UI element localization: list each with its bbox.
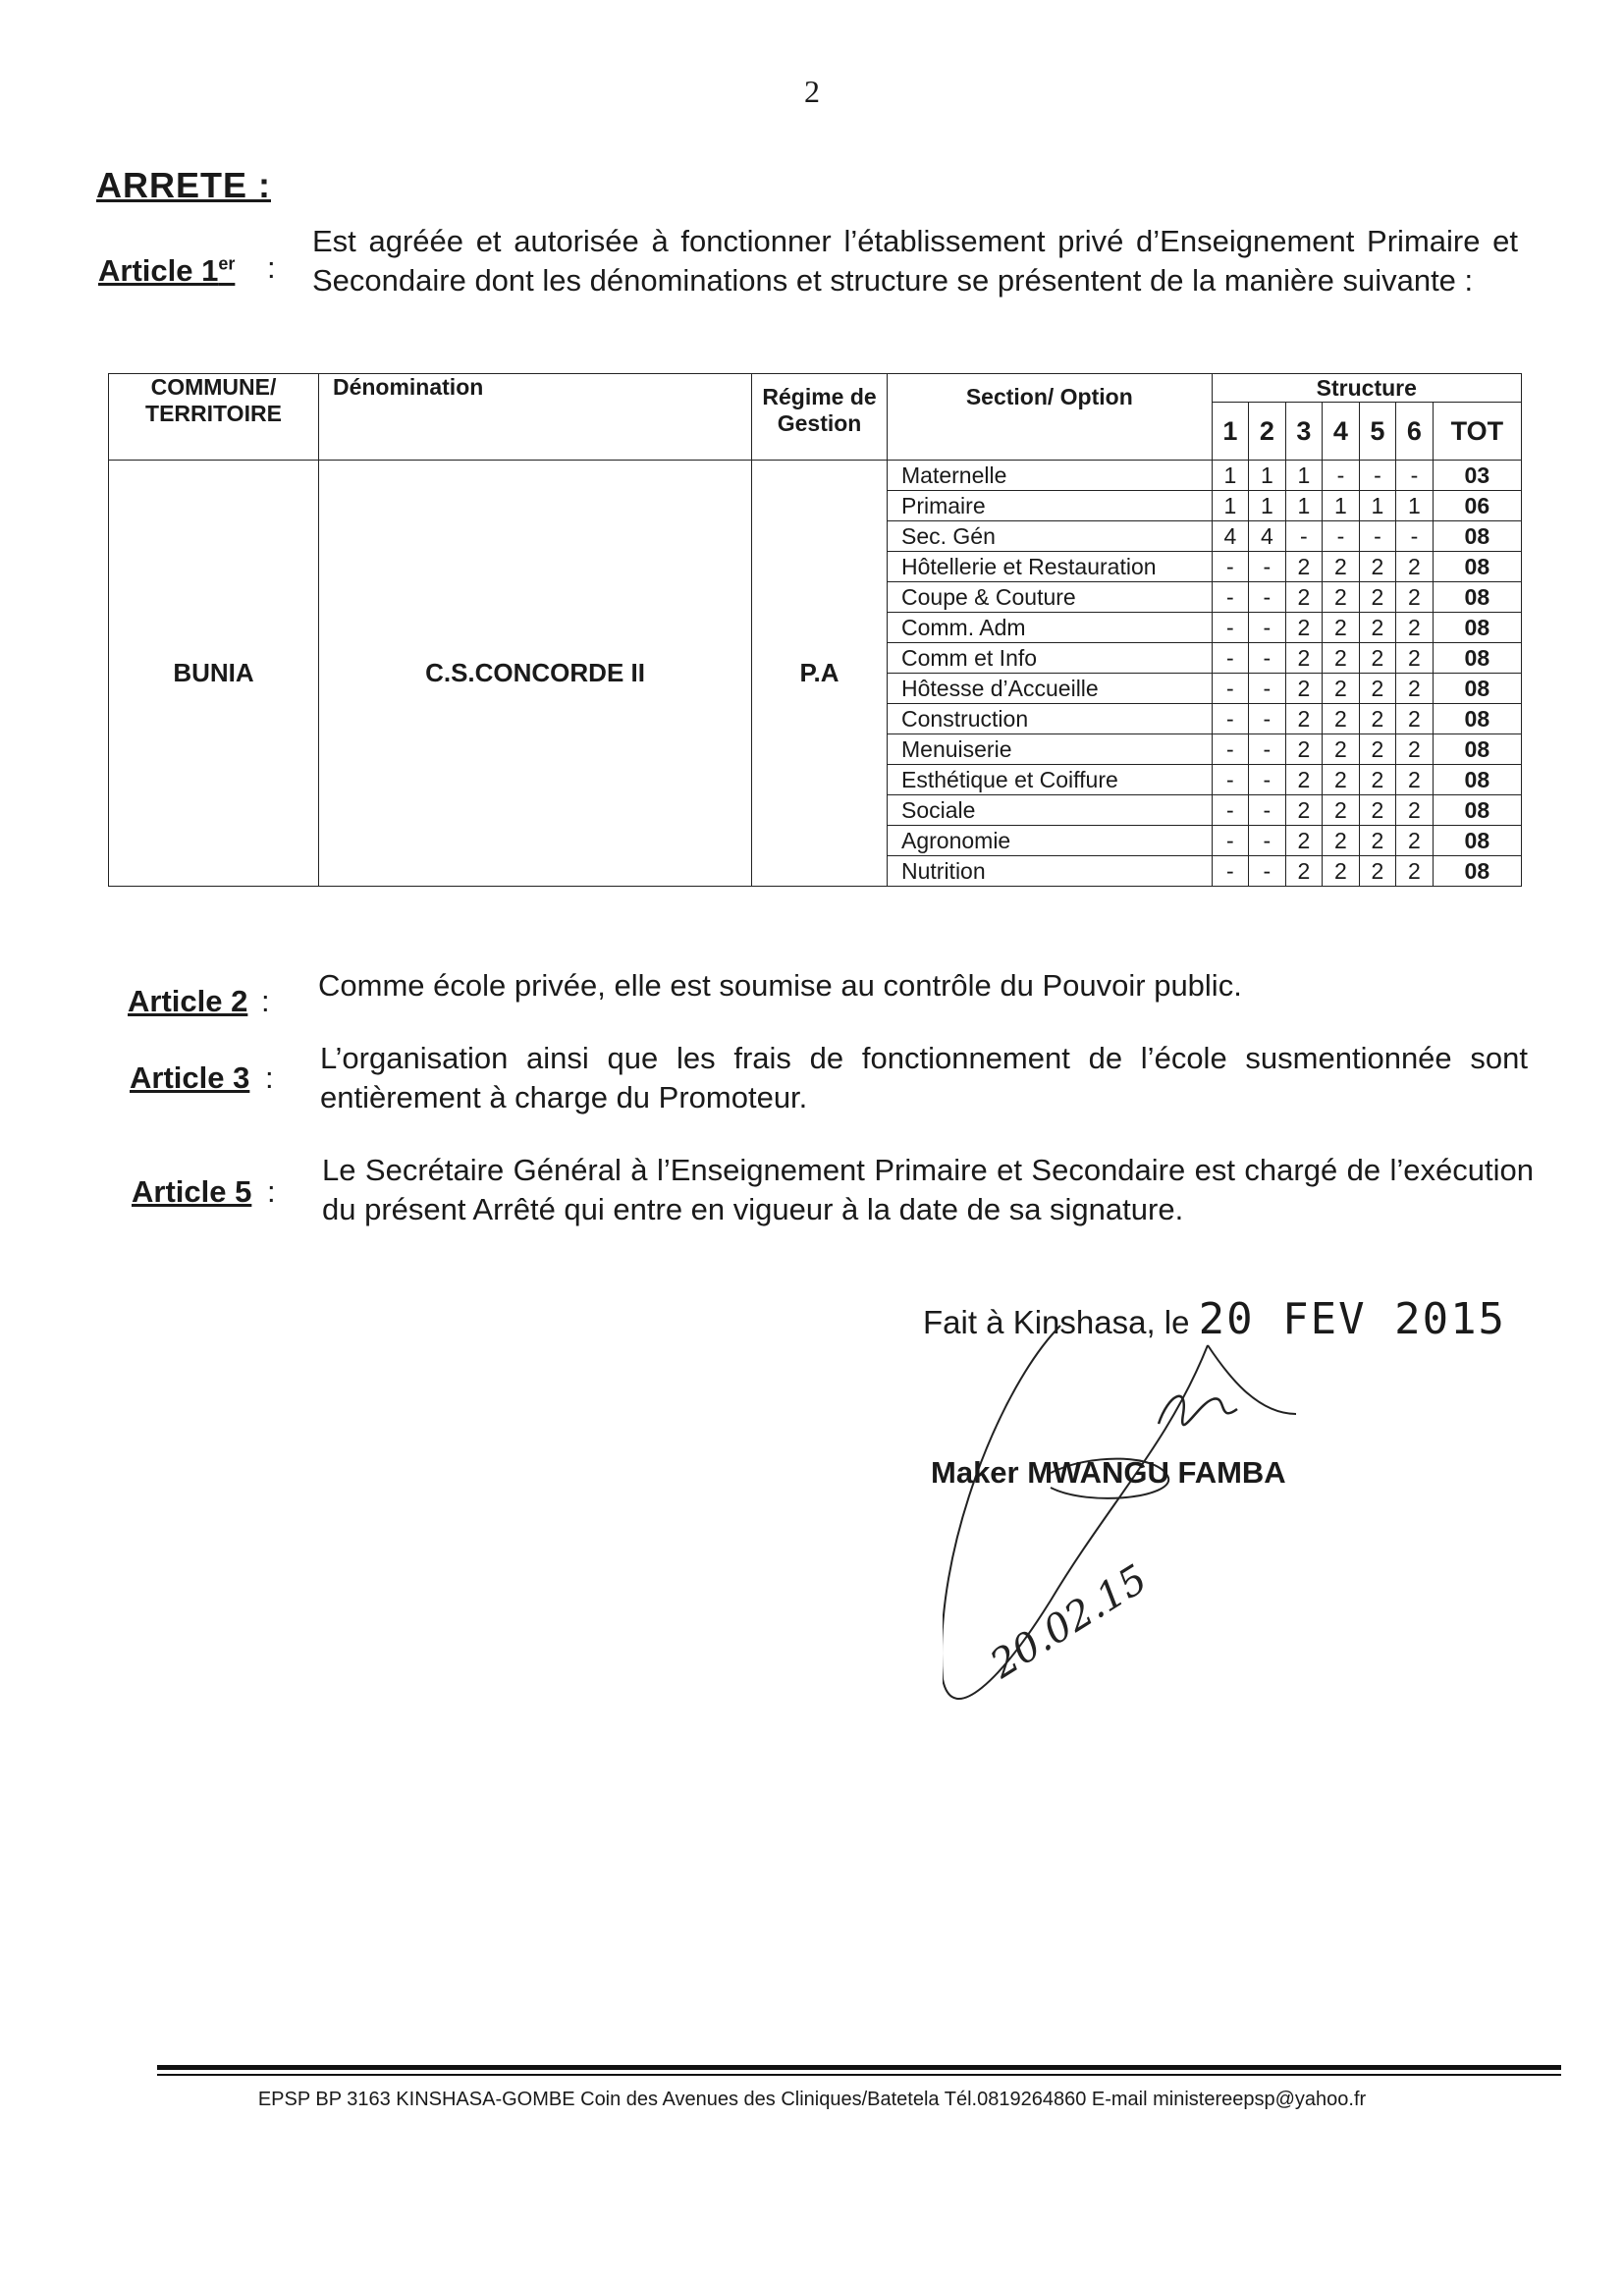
- article-5-label: Article 5: [132, 1174, 252, 1209]
- article-2-colon: :: [261, 984, 270, 1018]
- cell-year-value: -: [1359, 461, 1396, 491]
- decree-heading: ARRETE :: [96, 165, 271, 205]
- cell-year-value: 2: [1359, 613, 1396, 643]
- header-regime: Régime de Gestion: [752, 374, 888, 461]
- article-3-label: Article 3: [130, 1060, 250, 1095]
- cell-year-value: 2: [1285, 704, 1323, 734]
- cell-year-value: -: [1249, 826, 1286, 856]
- cell-year-value: -: [1323, 521, 1360, 552]
- cell-year-value: 2: [1359, 734, 1396, 765]
- cell-year-value: 2: [1285, 765, 1323, 795]
- cell-year-value: -: [1249, 643, 1286, 674]
- cell-option: Agronomie: [888, 826, 1213, 856]
- cell-year-value: -: [1212, 613, 1249, 643]
- cell-year-value: -: [1285, 521, 1323, 552]
- cell-year-value: 4: [1212, 521, 1249, 552]
- cell-year-value: -: [1323, 461, 1360, 491]
- cell-total: 08: [1433, 795, 1521, 826]
- cell-year-value: 2: [1285, 826, 1323, 856]
- article-1-text: Est agréée et autorisée à fonctionner l’établissement privé d’Enseignement Primaire et Secondaire dont les dénominations et structure se présentent de la manière suivante :: [312, 224, 1518, 298]
- cell-year-value: 2: [1323, 856, 1360, 887]
- cell-total: 08: [1433, 765, 1521, 795]
- cell-option: Construction: [888, 704, 1213, 734]
- cell-option: Nutrition: [888, 856, 1213, 887]
- cell-year-value: 2: [1396, 856, 1434, 887]
- place-text: Fait à Kinshasa, le: [923, 1304, 1190, 1340]
- table-row: [109, 461, 1522, 491]
- cell-total: 08: [1433, 552, 1521, 582]
- cell-year-value: -: [1249, 552, 1286, 582]
- article-3-colon: :: [265, 1060, 274, 1095]
- header-commune: COMMUNE/ TERRITOIRE: [109, 374, 319, 461]
- cell-year-value: 2: [1285, 795, 1323, 826]
- cell-year-value: 2: [1323, 613, 1360, 643]
- cell-year-value: 2: [1396, 582, 1434, 613]
- footer-rule-thin: [157, 2074, 1561, 2076]
- cell-year-value: 2: [1285, 613, 1323, 643]
- cell-year-value: 2: [1323, 552, 1360, 582]
- cell-option: Comm. Adm: [888, 613, 1213, 643]
- cell-year-value: -: [1396, 521, 1434, 552]
- page-number: 2: [804, 74, 820, 109]
- cell-year-value: 4: [1249, 521, 1286, 552]
- cell-year-value: 2: [1323, 674, 1360, 704]
- cell-year-value: 2: [1323, 704, 1360, 734]
- cell-option: Primaire: [888, 491, 1213, 521]
- handwritten-signature-icon: [943, 1306, 1355, 1738]
- cell-year-value: 2: [1359, 704, 1396, 734]
- cell-year-value: -: [1249, 613, 1286, 643]
- article-1-label-text: Article 1: [98, 253, 219, 288]
- cell-year-value: -: [1396, 461, 1434, 491]
- cell-year-value: 2: [1285, 582, 1323, 613]
- cell-year-value: -: [1212, 765, 1249, 795]
- cell-option: Sociale: [888, 795, 1213, 826]
- cell-total: 08: [1433, 734, 1521, 765]
- cell-option: Comm et Info: [888, 643, 1213, 674]
- cell-total: 08: [1433, 856, 1521, 887]
- cell-year-value: 2: [1285, 674, 1323, 704]
- cell-year-value: -: [1212, 856, 1249, 887]
- header-year-1: 1: [1212, 403, 1249, 461]
- cell-option: Esthétique et Coiffure: [888, 765, 1213, 795]
- cell-year-value: -: [1249, 704, 1286, 734]
- cell-year-value: -: [1249, 856, 1286, 887]
- cell-year-value: 2: [1396, 552, 1434, 582]
- cell-year-value: 1: [1249, 461, 1286, 491]
- cell-commune: BUNIA: [109, 461, 319, 887]
- cell-year-value: 2: [1285, 552, 1323, 582]
- header-year-4: 4: [1323, 403, 1360, 461]
- cell-year-value: 2: [1323, 643, 1360, 674]
- cell-year-value: 1: [1396, 491, 1434, 521]
- cell-year-value: 2: [1396, 795, 1434, 826]
- cell-denomination: C.S.CONCORDE II: [318, 461, 751, 887]
- cell-year-value: 2: [1396, 613, 1434, 643]
- cell-total: 08: [1433, 582, 1521, 613]
- header-year-6: 6: [1396, 403, 1434, 461]
- cell-year-value: -: [1249, 765, 1286, 795]
- article-2-text: Comme école privée, elle est soumise au contrôle du Pouvoir public.: [318, 968, 1242, 1003]
- cell-year-value: 2: [1396, 674, 1434, 704]
- cell-option: Hôtellerie et Restauration: [888, 552, 1213, 582]
- cell-year-value: 2: [1323, 795, 1360, 826]
- cell-total: 08: [1433, 643, 1521, 674]
- cell-option: Sec. Gén: [888, 521, 1213, 552]
- cell-year-value: -: [1249, 674, 1286, 704]
- cell-total: 08: [1433, 613, 1521, 643]
- cell-year-value: 1: [1285, 491, 1323, 521]
- cell-year-value: 2: [1323, 734, 1360, 765]
- cell-year-value: 1: [1212, 461, 1249, 491]
- cell-year-value: 2: [1359, 674, 1396, 704]
- cell-option: Menuiserie: [888, 734, 1213, 765]
- cell-year-value: 1: [1359, 491, 1396, 521]
- cell-year-value: 2: [1323, 582, 1360, 613]
- cell-year-value: 1: [1285, 461, 1323, 491]
- cell-year-value: -: [1212, 552, 1249, 582]
- cell-year-value: 2: [1359, 582, 1396, 613]
- header-year-5: 5: [1359, 403, 1396, 461]
- cell-year-value: 2: [1359, 643, 1396, 674]
- cell-year-value: 2: [1359, 856, 1396, 887]
- cell-total: 08: [1433, 826, 1521, 856]
- cell-year-value: 2: [1359, 826, 1396, 856]
- cell-year-value: -: [1249, 795, 1286, 826]
- article-5-colon: :: [267, 1174, 276, 1209]
- cell-year-value: 2: [1323, 765, 1360, 795]
- cell-year-value: 2: [1396, 643, 1434, 674]
- cell-year-value: -: [1212, 674, 1249, 704]
- cell-year-value: 2: [1285, 734, 1323, 765]
- cell-year-value: -: [1212, 826, 1249, 856]
- footer-address: EPSP BP 3163 KINSHASA-GOMBE Coin des Avenues des Cliniques/Batetela Tél.0819264860 E-mail ministereepsp@yahoo.fr: [257, 2089, 1367, 2110]
- header-year-2: 2: [1249, 403, 1286, 461]
- article-5-text: Le Secrétaire Général à l’Enseignement Primaire et Secondaire est chargé de l’exécution du présent Arrêté qui entre en vigueur à la date de sa signature.: [322, 1153, 1534, 1226]
- cell-total: 08: [1433, 704, 1521, 734]
- cell-year-value: -: [1249, 734, 1286, 765]
- cell-year-value: -: [1212, 582, 1249, 613]
- cell-regime: P.A: [752, 461, 888, 887]
- cell-year-value: 2: [1285, 643, 1323, 674]
- cell-year-value: 2: [1285, 856, 1323, 887]
- cell-year-value: 2: [1359, 552, 1396, 582]
- cell-option: Maternelle: [888, 461, 1213, 491]
- handwritten-date: 20.02.15: [982, 1556, 1156, 1688]
- cell-year-value: -: [1359, 521, 1396, 552]
- cell-year-value: -: [1249, 582, 1286, 613]
- cell-year-value: -: [1212, 734, 1249, 765]
- cell-option: Hôtesse d’Accueille: [888, 674, 1213, 704]
- cell-option: Coupe & Couture: [888, 582, 1213, 613]
- cell-year-value: 1: [1212, 491, 1249, 521]
- header-denomination: Dénomination: [318, 374, 751, 461]
- header-tot: TOT: [1433, 403, 1521, 461]
- cell-year-value: 2: [1396, 734, 1434, 765]
- cell-year-value: 2: [1396, 765, 1434, 795]
- table-body: [109, 461, 1522, 887]
- cell-total: 08: [1433, 521, 1521, 552]
- cell-total: 08: [1433, 674, 1521, 704]
- cell-year-value: -: [1212, 795, 1249, 826]
- article-3-text: L’organisation ainsi que les frais de fonctionnement de l’école susmentionnée sont entièrement à charge du Promoteur.: [320, 1041, 1528, 1114]
- article-1-colon: :: [267, 250, 276, 285]
- header-structure: Structure: [1212, 374, 1521, 403]
- cell-year-value: 1: [1323, 491, 1360, 521]
- footer-rule-thick: [157, 2065, 1561, 2070]
- cell-year-value: -: [1212, 704, 1249, 734]
- article-1-label: [98, 253, 235, 289]
- header-section: Section/ Option: [888, 374, 1213, 461]
- cell-year-value: -: [1212, 643, 1249, 674]
- cell-year-value: 2: [1323, 826, 1360, 856]
- cell-year-value: 2: [1359, 795, 1396, 826]
- cell-year-value: 2: [1396, 704, 1434, 734]
- cell-year-value: 2: [1396, 826, 1434, 856]
- article-2-label: Article 2: [128, 984, 248, 1018]
- cell-year-value: 2: [1359, 765, 1396, 795]
- cell-total: 06: [1433, 491, 1521, 521]
- header-year-3: 3: [1285, 403, 1323, 461]
- cell-total: 03: [1433, 461, 1521, 491]
- article-1-superscript: er: [218, 253, 236, 274]
- cell-year-value: 1: [1249, 491, 1286, 521]
- structure-table: [108, 373, 1522, 887]
- date-stamp: 20 FEV 2015: [1198, 1294, 1507, 1344]
- signer-name: Maker MWANGU FAMBA: [931, 1455, 1286, 1490]
